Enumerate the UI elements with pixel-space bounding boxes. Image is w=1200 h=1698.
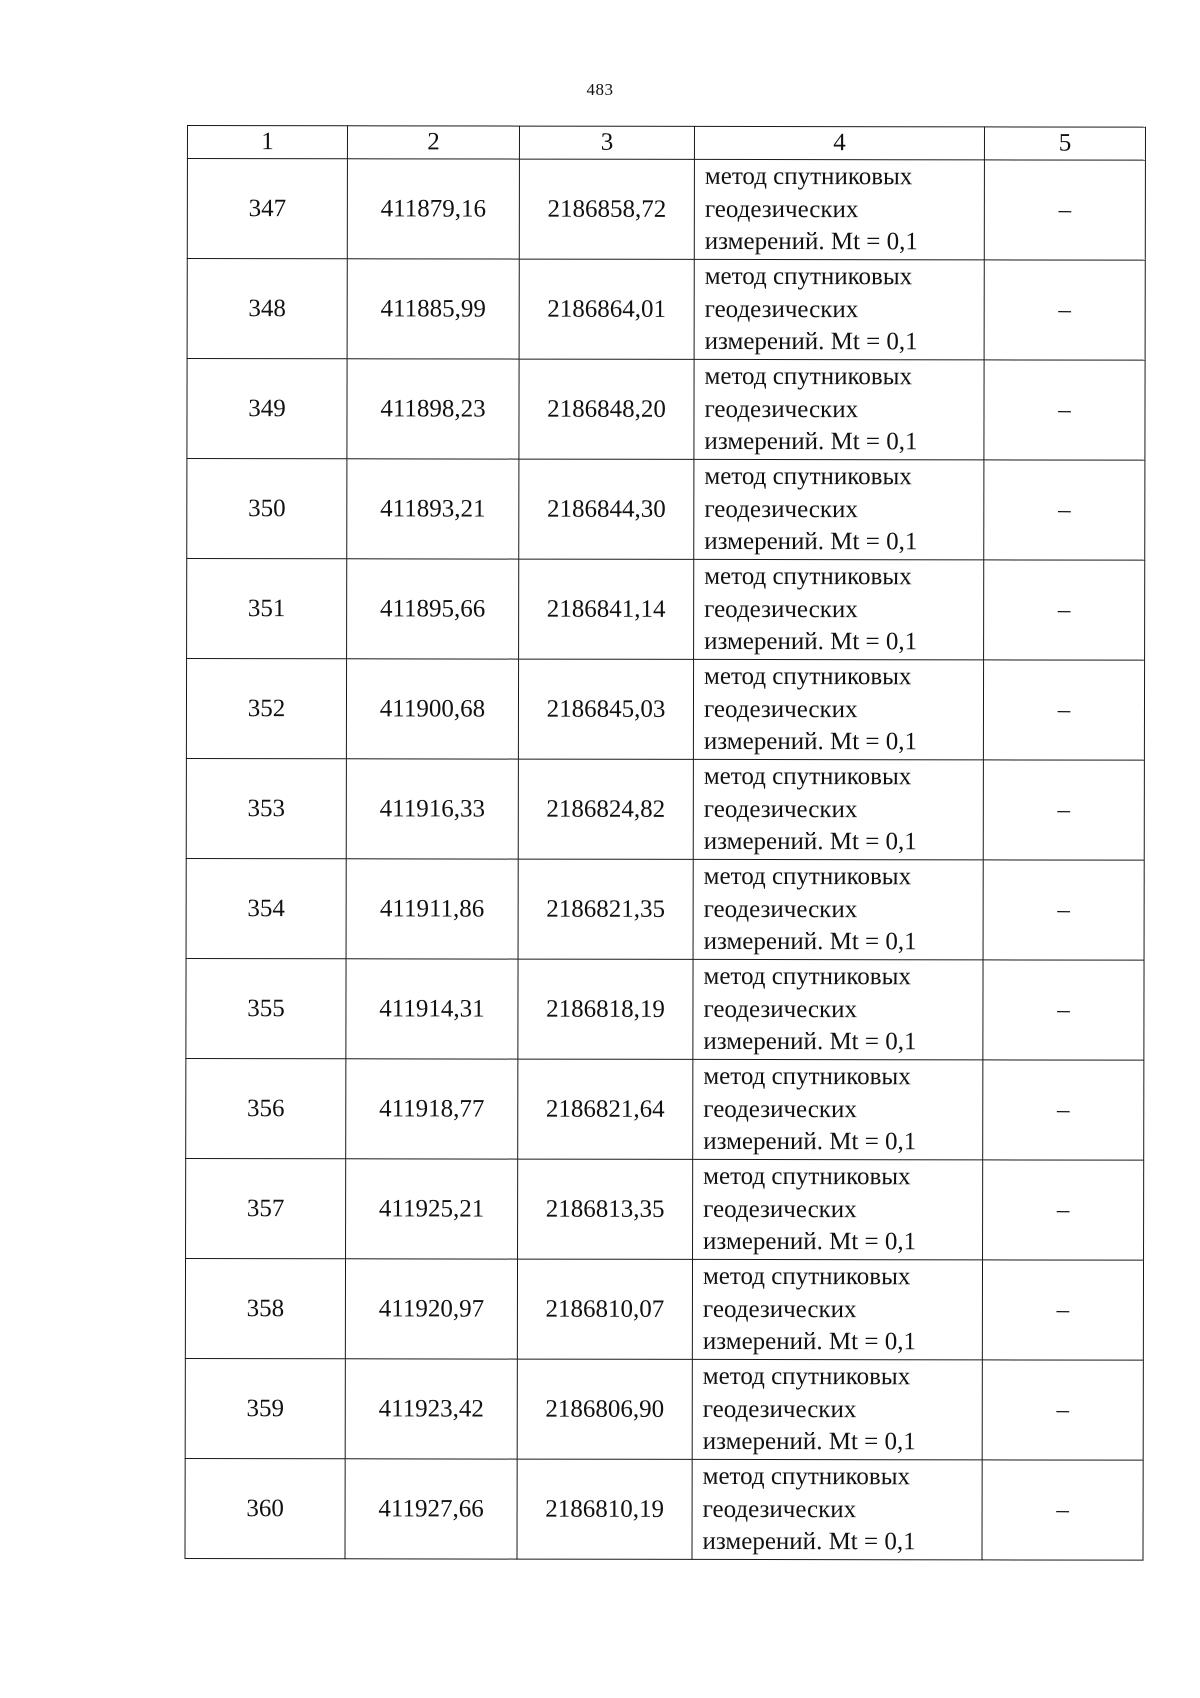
x-coordinate-cell: 411900,68 [346, 659, 518, 759]
method-text-line-2: геодезических [703, 995, 858, 1023]
method-cell [693, 859, 983, 960]
point-number-cell: 360 [185, 1458, 345, 1558]
y-coordinate-cell: 2186841,14 [519, 559, 694, 659]
x-coordinate-cell: 411927,66 [345, 1459, 517, 1559]
note-cell: – [983, 860, 1144, 960]
table-row [187, 159, 1145, 261]
method-text-line-1: метод спутниковых [703, 1062, 911, 1091]
method-cell [694, 559, 984, 660]
method-text-line-3: измерений. Mt = 0,1 [704, 427, 918, 456]
x-coordinate-cell: 411920,97 [345, 1259, 517, 1359]
method-text-line-3: измерений. Mt = 0,1 [703, 1227, 917, 1256]
method-text-line-2: геодезических [703, 695, 858, 723]
method-cell [693, 659, 983, 760]
y-coordinate-cell: 2186845,03 [518, 659, 693, 759]
note-cell: – [984, 360, 1145, 460]
method-text-line-3: измерений. Mt = 0,1 [702, 1427, 916, 1456]
y-coordinate-cell: 2186810,19 [517, 1459, 692, 1559]
method-text-line-1: метод спутниковых [702, 1462, 911, 1491]
method-cell [694, 459, 984, 560]
point-number-cell: 348 [187, 259, 347, 359]
x-coordinate-cell: 411916,33 [346, 759, 518, 859]
method-text-line-1: метод спутниковых [702, 1362, 911, 1391]
point-number-cell: 355 [186, 958, 346, 1058]
table-header-row [187, 126, 1145, 161]
x-coordinate-cell: 411911,86 [346, 859, 518, 959]
x-coordinate-cell: 411885,99 [347, 259, 519, 359]
x-coordinate-cell: 411918,77 [346, 1059, 518, 1159]
coordinates-table [184, 125, 1146, 1561]
note-cell: – [984, 260, 1145, 360]
table-row [186, 1058, 1144, 1160]
column-header-4: 4 [694, 126, 984, 160]
method-text-line-1: метод спутниковых [704, 462, 912, 491]
x-coordinate-cell: 411893,21 [347, 459, 519, 559]
y-coordinate-cell: 2186813,35 [518, 1159, 693, 1259]
method-text-line-3: измерений. Mt = 0,1 [703, 1027, 917, 1056]
method-text-line-3: измерений. Mt = 0,1 [702, 1327, 916, 1356]
method-text-line-2: геодезических [703, 795, 858, 823]
method-text-line-2: геодезических [703, 895, 858, 923]
table-row [186, 858, 1144, 960]
note-cell: – [982, 1360, 1143, 1460]
method-text-line-2: геодезических [702, 1395, 857, 1423]
y-coordinate-cell: 2186821,35 [518, 859, 693, 959]
x-coordinate-cell: 411879,16 [347, 159, 519, 259]
table-row [186, 659, 1144, 761]
method-text-line-2: геодезических [703, 1095, 857, 1123]
column-header-1: 1 [187, 126, 347, 159]
y-coordinate-cell: 2186848,20 [519, 359, 694, 459]
method-text-line-1: метод спутниковых [702, 1262, 911, 1291]
method-text-line-3: измерений. Mt = 0,1 [703, 1127, 917, 1156]
point-number-cell: 350 [187, 459, 347, 559]
method-text-line-2: геодезических [704, 395, 859, 423]
method-text-line-1: метод спутниковых [703, 762, 912, 791]
point-number-cell: 358 [185, 1258, 345, 1358]
x-coordinate-cell: 411914,31 [346, 959, 518, 1059]
point-number-cell: 359 [185, 1358, 345, 1458]
note-cell: – [983, 960, 1144, 1060]
method-text-line-3: измерений. Mt = 0,1 [704, 327, 918, 356]
column-header-3: 3 [519, 126, 694, 159]
table-row [187, 259, 1145, 361]
method-text-line-1: метод спутниковых [704, 362, 912, 391]
method-text-line-3: измерений. Mt = 0,1 [702, 1527, 916, 1556]
table-row [185, 1358, 1143, 1460]
table-body [185, 159, 1145, 1561]
note-cell: – [983, 760, 1144, 860]
table-row [185, 1458, 1143, 1560]
method-text-line-2: геодезических [704, 195, 859, 223]
method-text-line-3: измерений. Mt = 0,1 [703, 727, 918, 756]
point-number-cell: 351 [187, 559, 347, 659]
method-text-line-2: геодезических [704, 295, 859, 323]
y-coordinate-cell: 2186824,82 [518, 759, 693, 859]
method-text-line-1: метод спутниковых [704, 562, 912, 591]
point-number-cell: 352 [186, 659, 346, 759]
method-text-line-3: измерений. Mt = 0,1 [704, 227, 918, 256]
x-coordinate-cell: 411898,23 [347, 359, 519, 459]
method-cell [694, 359, 984, 460]
method-text-line-1: метод спутниковых [704, 162, 913, 191]
x-coordinate-cell: 411925,21 [346, 1159, 518, 1259]
method-text-line-3: измерений. Mt = 0,1 [703, 827, 917, 856]
method-text-line-1: метод спутниковых [704, 262, 913, 291]
method-cell [693, 1159, 983, 1260]
method-text-line-2: геодезических [704, 595, 858, 623]
method-cell [693, 1059, 983, 1160]
point-number-cell: 349 [187, 359, 347, 459]
note-cell: – [983, 1060, 1144, 1160]
method-text-line-3: измерений. Mt = 0,1 [703, 927, 917, 956]
method-text-line-2: геодезических [703, 1195, 857, 1223]
table-row [185, 1258, 1143, 1360]
note-cell: – [984, 460, 1145, 560]
method-text-line-3: измерений. Mt = 0,1 [704, 527, 918, 556]
method-text-line-1: метод спутниковых [703, 1162, 911, 1191]
y-coordinate-cell: 2186844,30 [519, 459, 694, 559]
method-cell [692, 1459, 982, 1560]
method-cell [693, 759, 983, 860]
method-cell [692, 1259, 982, 1360]
note-cell: – [982, 1260, 1143, 1360]
column-header-2: 2 [347, 126, 519, 159]
note-cell: – [983, 1160, 1144, 1260]
method-text-line-2: геодезических [702, 1295, 857, 1323]
method-cell [694, 259, 984, 360]
method-cell [693, 959, 983, 1060]
table-row [186, 758, 1144, 860]
y-coordinate-cell: 2186806,90 [517, 1359, 692, 1459]
point-number-cell: 347 [187, 159, 347, 259]
column-header-5: 5 [984, 127, 1145, 160]
point-number-cell: 354 [186, 858, 346, 958]
method-text-line-2: геодезических [704, 495, 858, 523]
y-coordinate-cell: 2186864,01 [519, 259, 694, 359]
page-number: 483 [586, 80, 614, 99]
method-cell [692, 1359, 982, 1460]
x-coordinate-cell: 411895,66 [347, 559, 519, 659]
method-text-line-3: измерений. Mt = 0,1 [704, 627, 918, 656]
point-number-cell: 356 [186, 1058, 346, 1158]
method-text-line-1: метод спутниковых [703, 962, 911, 991]
table-row [186, 1158, 1144, 1260]
note-cell: – [982, 1460, 1143, 1560]
y-coordinate-cell: 2186821,64 [518, 1059, 693, 1159]
note-cell: – [984, 160, 1145, 260]
table-row [187, 359, 1145, 461]
y-coordinate-cell: 2186858,72 [519, 159, 694, 259]
table-row [187, 559, 1145, 661]
note-cell: – [983, 660, 1144, 760]
point-number-cell: 353 [186, 758, 346, 858]
note-cell: – [984, 560, 1145, 660]
table-row [187, 459, 1145, 561]
method-text-line-1: метод спутниковых [703, 862, 912, 891]
y-coordinate-cell: 2186818,19 [518, 959, 693, 1059]
x-coordinate-cell: 411923,42 [345, 1359, 517, 1459]
method-text-line-2: геодезических [702, 1495, 857, 1523]
point-number-cell: 357 [186, 1158, 346, 1258]
table-row [186, 958, 1144, 1060]
y-coordinate-cell: 2186810,07 [517, 1259, 692, 1359]
method-text-line-1: метод спутниковых [704, 662, 912, 691]
method-cell [694, 159, 984, 260]
